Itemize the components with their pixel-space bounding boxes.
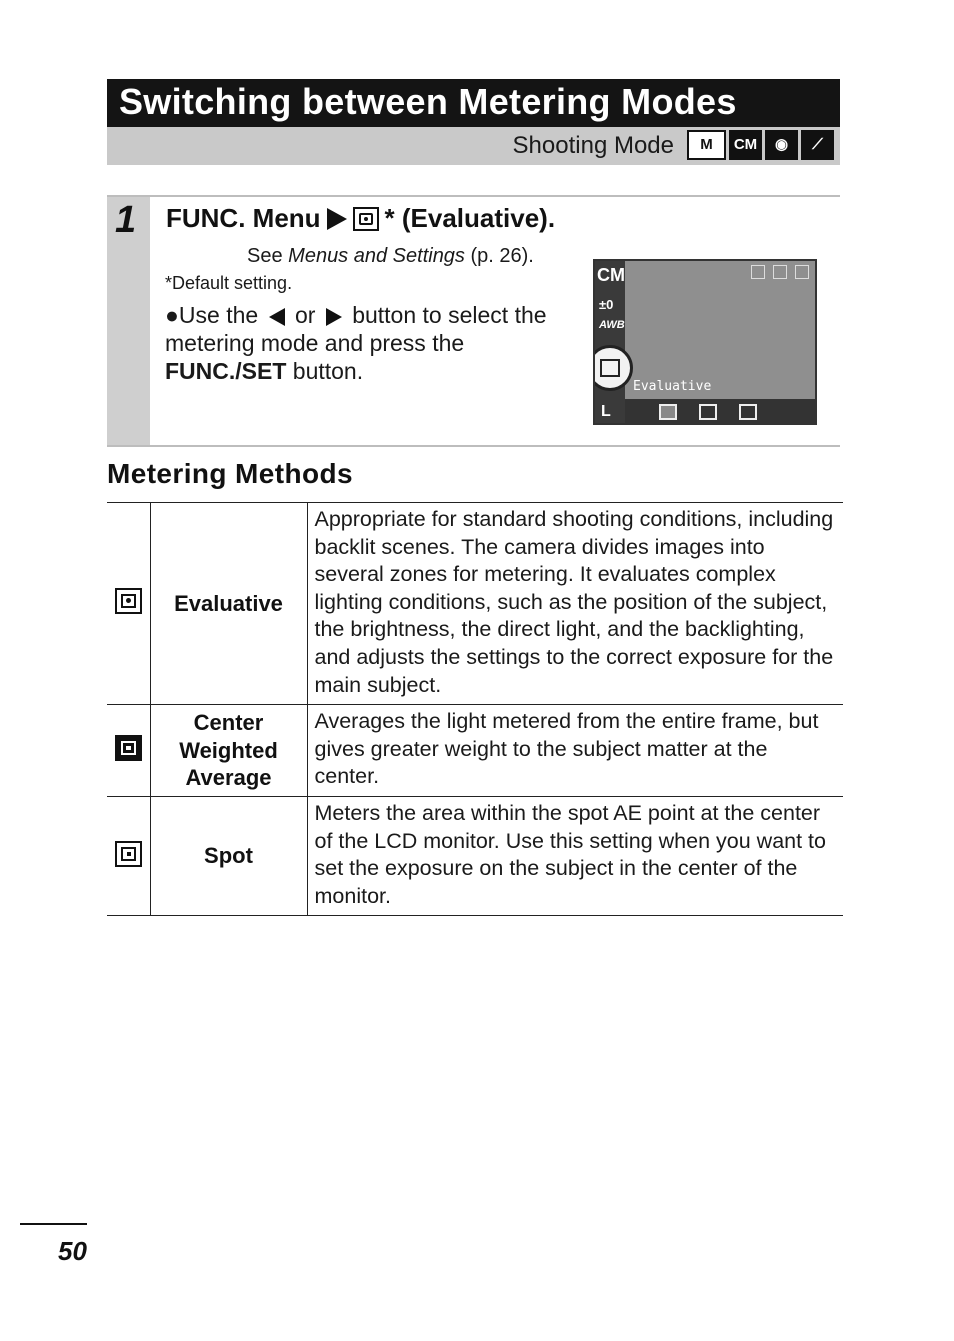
stitch-icon: ⟋ [801, 130, 834, 160]
evaluative-metering-icon [353, 207, 379, 231]
method-icon-cell [107, 705, 150, 797]
lcd-evaluative-icon [659, 404, 677, 420]
method-description: Averages the light metered from the entire frame, but gives greater weight to the subject matter at the center. [307, 705, 843, 797]
lcd-size: L [601, 403, 611, 420]
table-row [107, 705, 843, 797]
spot-metering-icon [115, 841, 142, 867]
lcd-spot-icon [739, 404, 757, 420]
func-set-button-text: FUNC./SET [165, 358, 287, 384]
see-link-text: Menus and Settings [288, 245, 465, 267]
right-arrow-icon [326, 308, 342, 326]
method-description: Meters the area within the spot AE point at the center of the LCD monitor. Use this setting when you want to set the exposure on the subject in the center of the monitor. [307, 796, 843, 915]
method-name: Evaluative [150, 503, 307, 705]
lcd-selected-metering-icon [593, 345, 633, 391]
lcd-mode-label: Evaluative [633, 379, 712, 394]
step-heading-evaluative: * (Evaluative). [384, 203, 556, 233]
camera-m-icon: M [687, 130, 726, 160]
lcd-cm-icon: CM [597, 265, 625, 285]
instr-or: or [294, 302, 316, 328]
lcd-iso-icon [751, 265, 765, 279]
step-1 [107, 195, 840, 447]
section-title: Metering Methods [107, 458, 353, 489]
lcd-top-icons [751, 265, 809, 279]
see-reference [247, 245, 534, 268]
shooting-mode-label: Shooting Mode [512, 132, 674, 159]
step-heading [166, 203, 555, 234]
lcd-exposure: ±0 [599, 297, 614, 312]
see-prefix: See [247, 245, 289, 267]
method-description: Appropriate for standard shooting conditions, including backlit scenes. The camera divides images into several zones for metering. It evaluates complex lighting conditions, such as the position of the subject, the brightness, the direct light, and the backlighting, and adjusts the settings to the correct exposure for the main subject. [307, 503, 843, 705]
lcd-metering-options [625, 399, 815, 425]
step-number: 1 [115, 199, 137, 241]
page-title: Switching between Metering Modes [107, 79, 840, 127]
step-number-column [107, 197, 150, 445]
triangle-arrow-icon [327, 208, 347, 230]
lcd-awb: AWB [599, 319, 625, 331]
see-suffix: (p. 26). [464, 245, 534, 267]
method-name: Spot [150, 796, 307, 915]
left-arrow-icon [269, 308, 285, 326]
center-weighted-metering-icon [115, 735, 142, 761]
instr-part3: button. [292, 358, 364, 384]
default-setting-note: *Default setting. [165, 273, 293, 293]
method-icon-cell [107, 503, 150, 705]
evaluative-metering-icon [115, 588, 142, 614]
shooting-mode-icons [687, 130, 834, 160]
cm-icon: CM [729, 130, 762, 160]
instr-part2: button to select the metering mode and press the [165, 302, 547, 356]
method-icon-cell [107, 796, 150, 915]
step-heading-func-menu: FUNC. Menu [166, 203, 321, 233]
shooting-mode-bar [107, 127, 840, 165]
step-instruction: ●Use the or button to select the metering mode and press the FUNC./SET button. [165, 302, 547, 384]
page-number: 50 [58, 1236, 87, 1266]
lcd-frame-icon [773, 265, 787, 279]
lcd-center-weighted-icon [699, 404, 717, 420]
metering-methods-table [107, 502, 843, 916]
table-row [107, 796, 843, 915]
page-number-rule [20, 1223, 87, 1225]
instr-part1: Use the [178, 302, 259, 328]
table-row [107, 503, 843, 705]
lcd-metering-icon [795, 265, 809, 279]
underwater-icon: ◉ [765, 130, 798, 160]
method-name: Center Weighted Average [150, 705, 307, 797]
lcd-screenshot [593, 259, 817, 425]
